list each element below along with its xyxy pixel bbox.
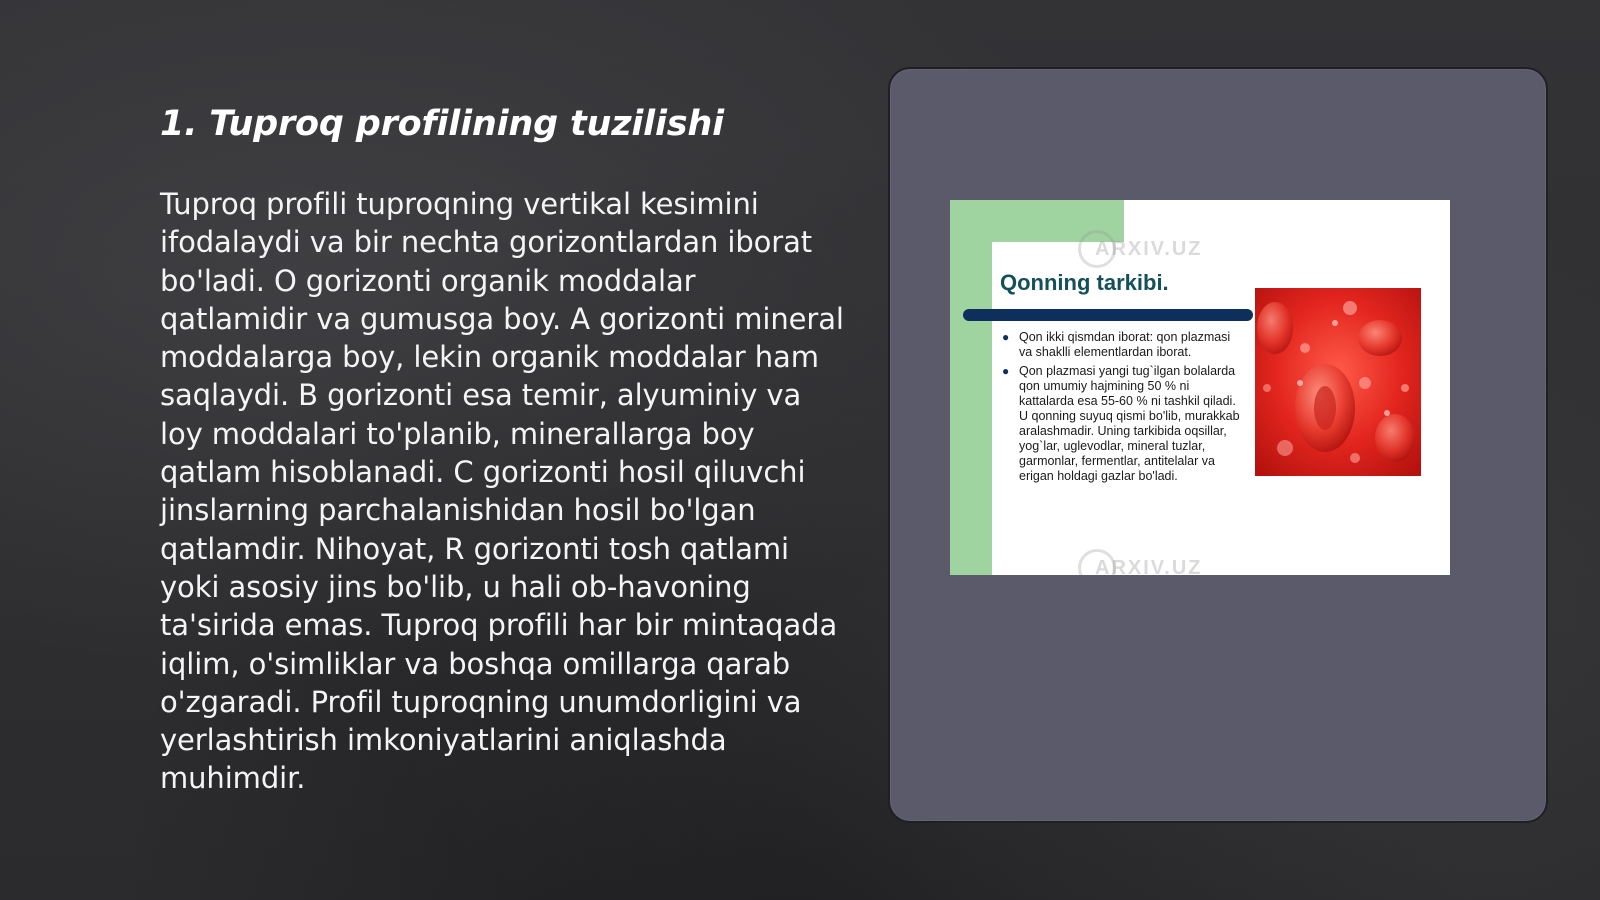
bullet-icon: ● [1002, 364, 1010, 378]
slide-heading: 1. Tuproq profilining tuzilishi [160, 104, 724, 144]
embedded-slide-image [950, 200, 1450, 575]
watermark-top: ARXIV.UZ [1095, 238, 1203, 260]
embedded-slide-title-bar [963, 309, 1253, 321]
embedded-slide-title: Qonning tarkibi. [1000, 270, 1169, 295]
body-paragraph: Tuproq profili tuproqning vertikal kesimini ifodalaydi va bir nechta gorizontlardan iborat bo'ladi. O gorizonti organik moddalar qatlamidir va gumusga boy. A gorizonti mineral moddalarga boy, lekin organik moddalar ham saqlaydi. B gorizonti esa temir, alyuminiy va loy moddalari to'planib, minerallarga boy qatlam hisoblanadi. C gorizonti hosil qiluvchi jinslarning parchalanishidan hosil bo'lgan qatlamdir. Nihoyat, R gorizonti tosh qatlami yoki asosiy jins bo'lib, u hali ob-havoning ta'sirida emas. Tuproq profili har bir mintaqada iqlim, o'simliklar va boshqa omillarga qarab o'zgaradi. Profil tuproqning unumdorligini va yerlashtirish imkoniyatlarini aniqlashda muhimdir. [160, 187, 844, 796]
embedded-slide-bullets [1000, 330, 1240, 488]
blood-cells-image [1255, 288, 1421, 476]
list-item: ● Qon ikki qismdan iborat: qon plazmasi va shaklli elementlardan iborat. [1002, 330, 1231, 359]
list-item: ● Qon plazmasi yangi tug`ilgan bolalarda qon umumiy hajmining 50 % ni kattalarda esa 55-60 % ni tashkil qiladi. U qonning suyuq qismi bo'lib, murakkab aralashmadir. Uning tarkibida oqsillar, yog`lar, uglevodlar, mineral tuzlar, garmonlar, fermentlar, antitelalar va erigan holdagi gazlar bo'ladi. [1002, 364, 1240, 483]
slide-green-accent-side [950, 200, 992, 575]
bullet-icon: ● [1002, 330, 1010, 344]
watermark-bottom: ARXIV.UZ [1095, 557, 1203, 575]
